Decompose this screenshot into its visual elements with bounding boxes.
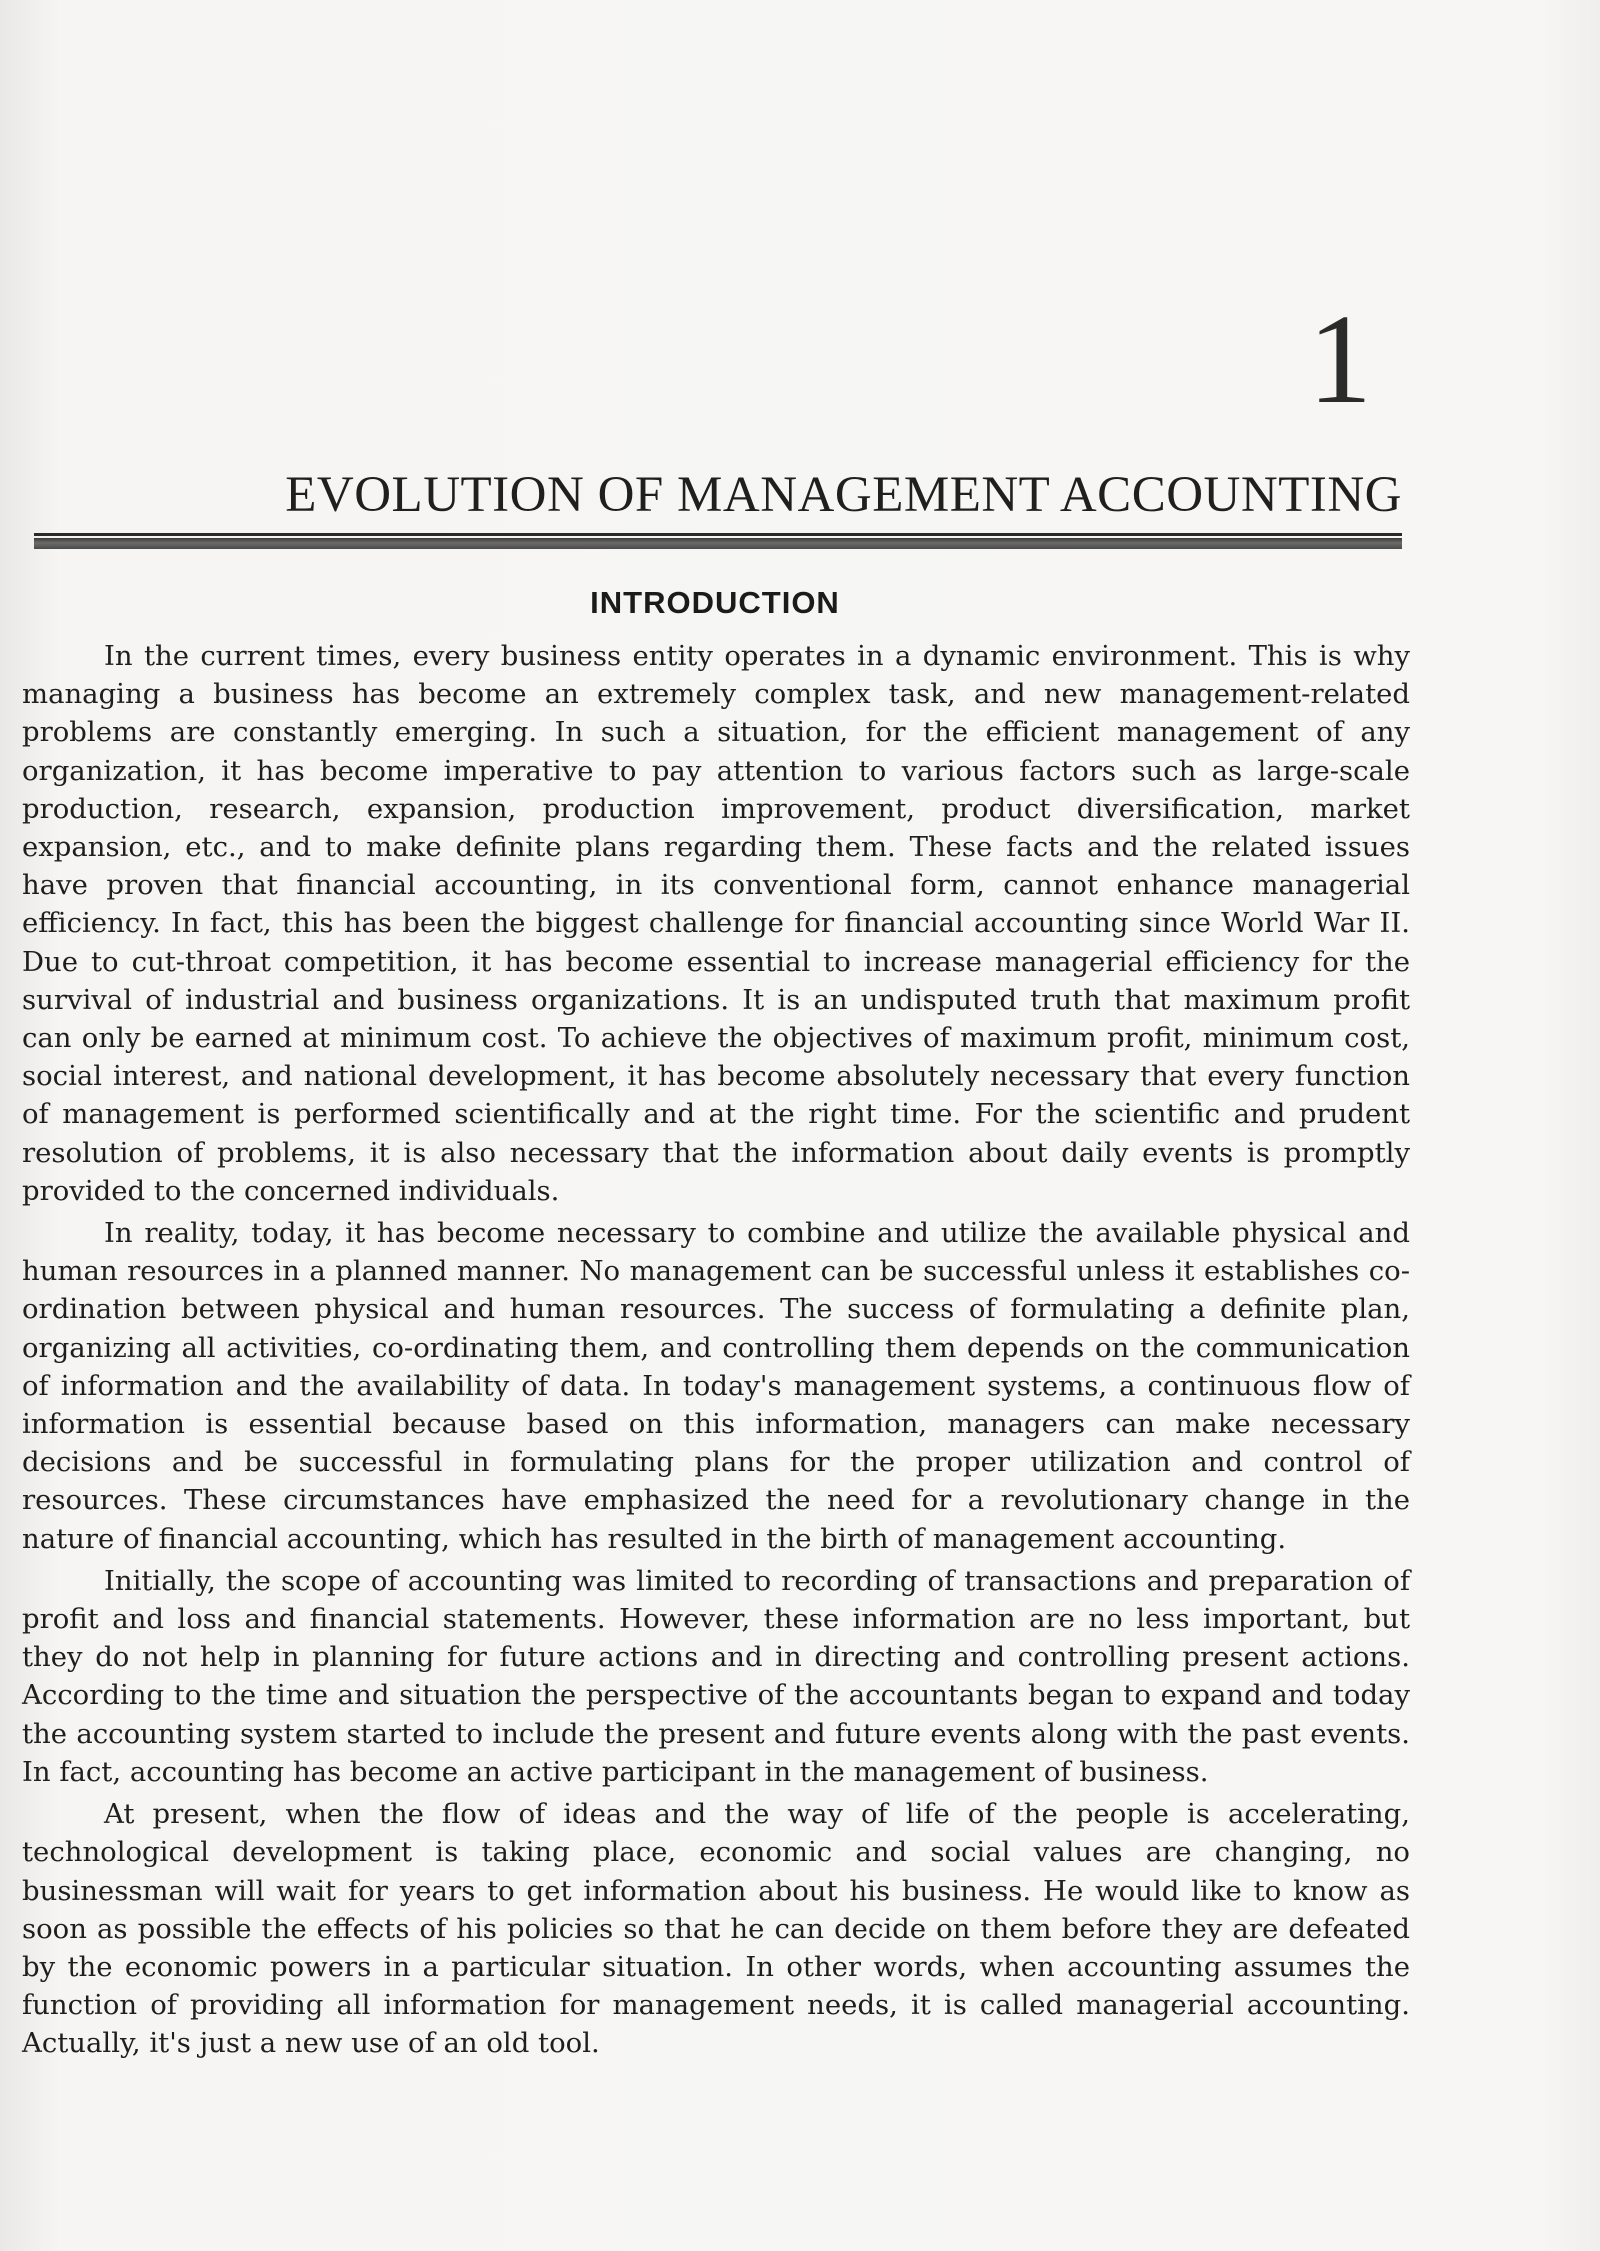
body-text bbox=[22, 637, 1410, 2067]
title-underline-thin bbox=[34, 533, 1402, 536]
chapter-number: 1 bbox=[1308, 288, 1372, 430]
title-underline-thick bbox=[34, 538, 1402, 549]
paragraph: At present, when the flow of ideas and the way of life of the people is accelerating, technological development is taking place, economic and social values are changing, no businessman will wait for years to get information about his business. He would like to know as soon as possible the effects of his policies so that he can decide on them before they are defeated by the economic powers in a particular situation. In other words, when accounting assumes the function of providing all information for management needs, it is called managerial accounting. Actually, it's just a new use of an old tool. bbox=[22, 1798, 1410, 2060]
paragraph: Initially, the scope of accounting was limited to recording of transactions and preparation of profit and loss and financial statements. However, these information are no less important, but they do not help in planning for future actions and in directing and controlling present actions. According to the time and situation the perspective of the accountants began to expand and today the accounting system started to include the present and future events along with the past events. In fact, accounting has become an active participant in the management of business. bbox=[22, 1564, 1410, 1788]
paragraph: In the current times, every business entity operates in a dynamic environment. This is why managing a business has become an extremely complex task, and new management-related problems are constantly emerging. In such a situation, for the efficient management of any organization, it has become imperative to pay attention to various factors such as large-scale production, research, expansion, production improvement, product diversification, market expansion, etc., and to make definite plans regarding them. These facts and the related issues have proven that financial accounting, in its conventional form, cannot enhance managerial efficiency. In fact, this has been the biggest challenge for financial accounting since World War II. Due to cut-throat competition, it has become essential to increase managerial efficiency for the survival of industrial and business organizations. It is an undisputed truth that maximum profit can only be earned at minimum cost. To achieve the objectives of maximum profit, minimum cost, social interest, and national development, it has become absolutely necessary that every function of management is performed scientifically and at the right time. For the scientific and prudent resolution of problems, it is also necessary that the information about daily events is promptly provided to the concerned individuals. bbox=[22, 640, 1410, 1207]
paragraph: In reality, today, it has become necessary to combine and utilize the available physical and human resources in a planned manner. No management can be successful unless it establishes co-ordination between physical and human resources. The success of formulating a definite plan, organizing all activities, co-ordinating them, and controlling them depends on the communication of information and the availability of data. In today's management systems, a continuous flow of information is essential because based on this information, managers can make necessary decisions and be successful in formulating plans for the proper utilization and control of resources. These circumstances have emphasized the need for a revolutionary change in the nature of financial accounting, which has resulted in the birth of management accounting. bbox=[22, 1217, 1410, 1555]
chapter-title: EVOLUTION OF MANAGEMENT ACCOUNTING bbox=[285, 467, 1402, 523]
section-heading: INTRODUCTION bbox=[590, 585, 840, 620]
